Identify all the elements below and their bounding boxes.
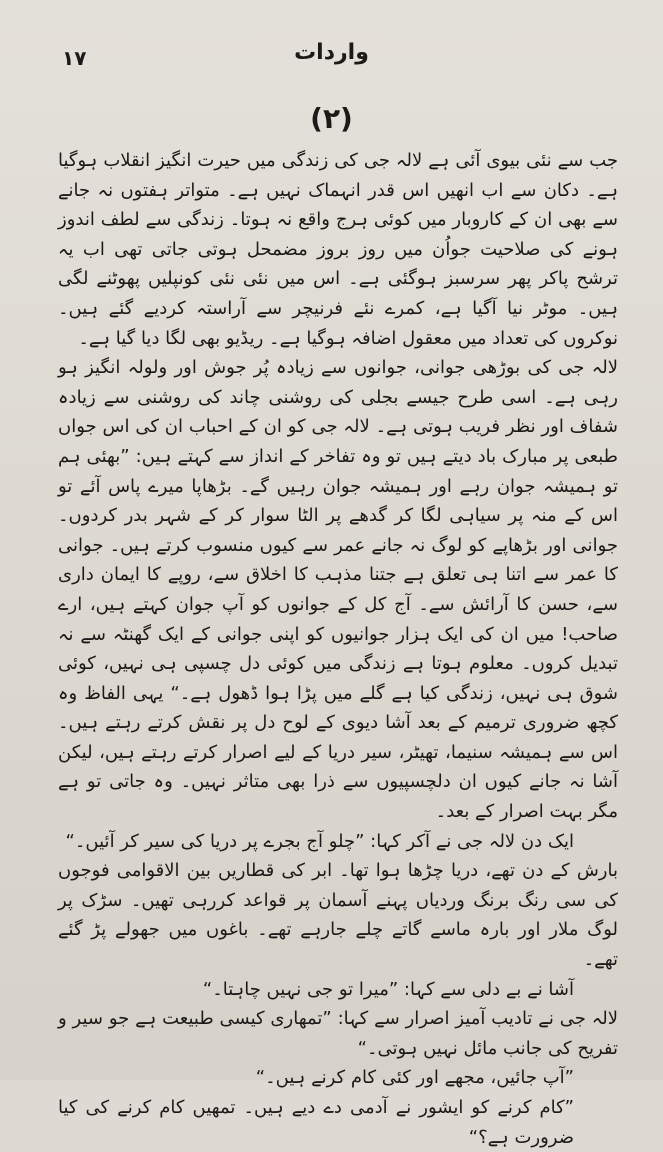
paragraph: آشا نے بے دلی سے کہا: ”میرا تو جی نہیں چاہتا۔“ (202, 978, 574, 1000)
paragraph: لالہ جی کی بوڑھی جوانی، جوانوں سے زیادہ پُر جوش اور ولولہ انگیز ہو رہی ہے۔ اسی طرح جیسے بجلی کی روشنی چاند کی روشنی سے زیادہ شفاف اور نظر فریب ہوتی ہے۔ لالہ جی کو ان کے احباب ان کی اس جواں طبعی پر مبارک باد دیتے ہیں تو وہ تفاخر کے انداز سے کہتے ہیں: ”بھئی ہم تو ہمیشہ جوان رہے اور ہمیشہ جوان رہیں گے۔ بڑھاپا میرے پاس آئے تو اس کے منہ پر سیاہی لگا کر گدھے پر الٹا سوار کر کے شہر بدر کردوں۔ جوانی اور بڑھاپے کو لوگ نہ جانے عمر سے کیوں منسوب کرتے ہیں۔ جوانی کا عمر سے اتنا ہی تعلق ہے جتنا مذہب کا اخلاق سے، روپے کا ایمان داری سے، حسن کا آرائش سے۔ آج کل کے جوانوں کو آپ جوان کہتے ہیں، ارے صاحب! میں ان کی ایک ہزار جوانیوں کو اپنی جوانی کے ایک گھنٹہ سے نہ تبدیل کروں۔ معلوم ہوتا ہے زندگی میں کوئی دل چسپی ہی نہیں، کوئی شوق ہی نہیں، زندگی کیا ہے گلے میں پڑا ہوا ڈھول ہے۔“ یہی الفاظ وہ کچھ ضروری ترمیم کے بعد آشا دیوی کے لوح دل پر نقش کرتے رہتے ہیں۔ اس سے ہمیشہ سنیما، تھیٹر، سیر دریا کے لیے اصرار کرتے رہتے ہیں، لیکن آشا نہ جانے کیوں ان دلچسپیوں سے ذرا بھی متاثر نہیں۔ وہ جاتی تو ہے مگر بہت اصرار کے بعد۔ (58, 357, 618, 823)
page-number: ۱۷ (62, 46, 87, 70)
paragraph: لالہ جی نے تادیب آمیز اصرار سے کہا: ”تمھاری کیسی طبیعت ہے جو سیر و تفریح کی جانب مائل نہیں ہوتی۔“ (58, 1008, 618, 1059)
paragraph: بارش کے دن تھے، دریا چڑھا ہوا تھا۔ ابر کی قطاریں بین الاقوامی فوجوں کی سی رنگ برنگ وردیاں پہنے آسمان پر قواعد کررہی تھیں۔ سڑک پر لوگ ملار اور بارہ ماسے گاتے چلے جارہے تھے۔ باغوں میں جھولے پڑ گئے تھے۔ (58, 860, 618, 971)
paragraph: جب سے نئی بیوی آئی ہے لالہ جی کی زندگی میں حیرت انگیز انقلاب ہوگیا ہے۔ دکان سے اب انھیں اس قدر انہماک نہیں ہے۔ متواتر ہفتوں نہ جانے سے بھی ان کے کاروبار میں کوئی ہرج واقع نہ ہوتا۔ زندگی سے لطف اندوز ہونے کی صلاحیت جواُن میں روز بروز مضمحل ہوتی جاتی تھی اب یہ ترشح پاکر پھر سرسبز ہوگئی ہے۔ اس میں نئی نئی کونپلیں پھوٹنے لگی ہیں۔ موٹر نیا آگیا ہے، کمرے نئے فرنیچر سے آراستہ کردیے گئے ہیں۔ نوکروں کی تعداد میں معقول اضافہ ہوگیا ہے۔ ریڈیو بھی لگا دیا گیا ہے۔ (58, 150, 618, 349)
running-title: واردات (294, 40, 369, 65)
paragraph: ایک دن لالہ جی نے آکر کہا: ”چلو آج بجرے پر دریا کی سیر کر آئیں۔“ (65, 830, 574, 852)
paragraph: ”کام کرنے کو ایشور نے آدمی دے دیے ہیں۔ تمھیں کام کرنے کی کیا ضرورت ہے؟“ (58, 1097, 574, 1148)
paragraph: ”آپ جائیں، مجھے اور کئی کام کرنے ہیں۔“ (255, 1067, 574, 1089)
body-text (58, 146, 618, 1152)
section-number: (۲) (310, 102, 353, 135)
